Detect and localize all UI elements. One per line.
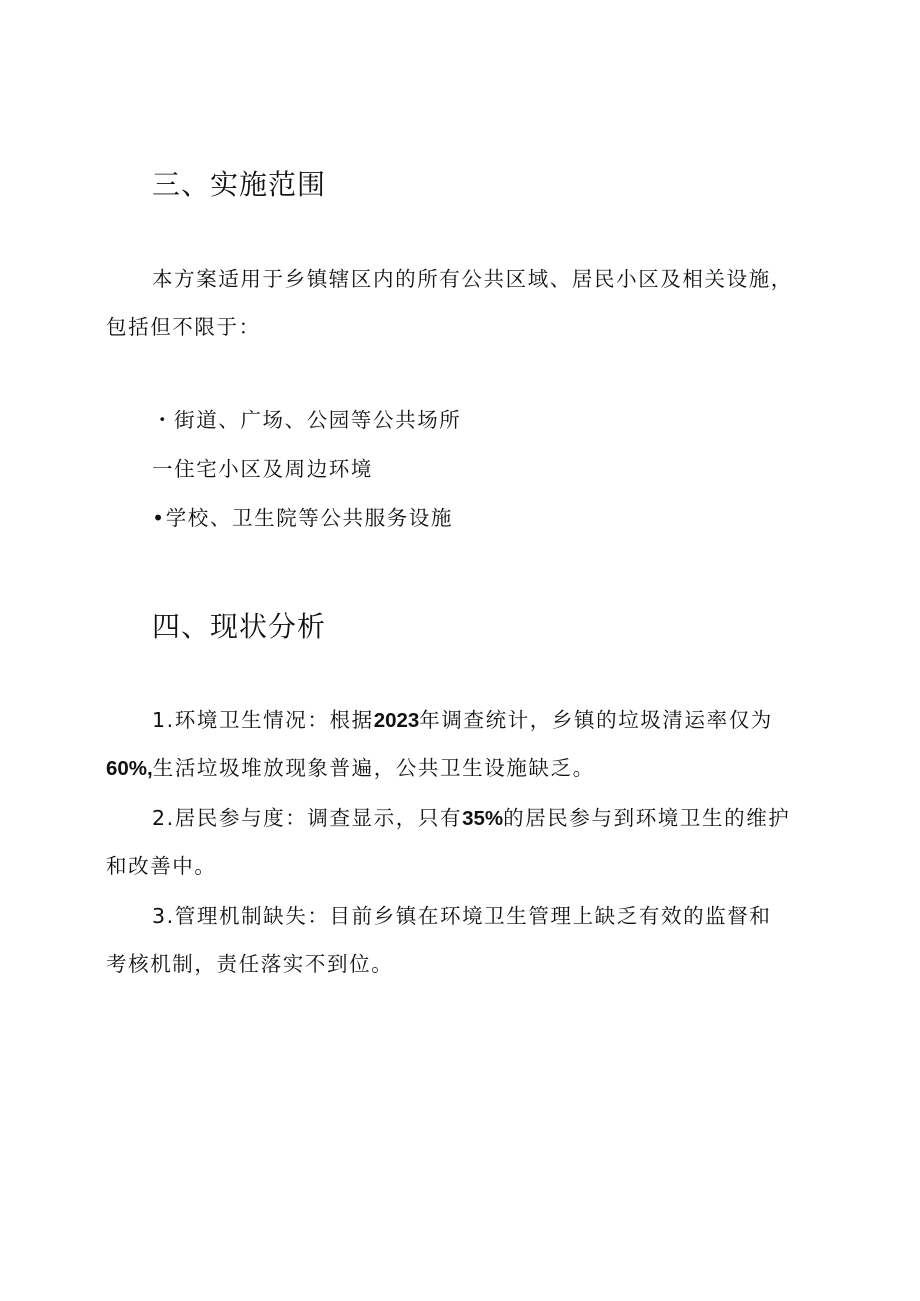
participation-rate: 35% xyxy=(462,807,504,830)
scope-list-item: 一住宅小区及周边环境 xyxy=(152,457,373,481)
analysis-point-1-line-1: 1.环境卫生情况：根据2023年调查统计，乡镇的垃圾清运率仅为 xyxy=(152,708,773,732)
analysis-point-2-line-2: 和改善中。 xyxy=(106,854,217,878)
analysis-point-2-line-1: 2.居民参与度：调查显示，只有35%的居民参与到环境卫生的维护 xyxy=(152,806,791,830)
survey-year: 2023 xyxy=(373,709,420,732)
scope-list-item: ・街道、广场、公园等公共场所 xyxy=(152,408,462,432)
section-4-heading: 四、现状分析 xyxy=(152,610,327,643)
analysis-point-3-line-1: 3.管理机制缺失：目前乡镇在环境卫生管理上缺乏有效的监督和 xyxy=(152,904,772,928)
cleanup-rate: 60%, xyxy=(106,757,153,780)
section-3-intro-line-2: 包括但不限于： xyxy=(106,315,261,339)
scope-list-item: •学校、卫生院等公共服务设施 xyxy=(152,506,453,530)
analysis-point-3-line-2: 考核机制，责任落实不到位。 xyxy=(106,952,394,976)
section-3-heading: 三、实施范围 xyxy=(152,168,327,201)
point-number: 2 xyxy=(152,806,167,830)
point-number: 1 xyxy=(152,708,167,732)
point-number: 3 xyxy=(152,904,167,928)
section-3-intro-line-1: 本方案适用于乡镇辖区内的所有公共区域、居民小区及相关设施， xyxy=(152,267,793,291)
analysis-point-1-line-2: 60%,生活垃圾堆放现象普遍，公共卫生设施缺乏。 xyxy=(106,756,595,780)
